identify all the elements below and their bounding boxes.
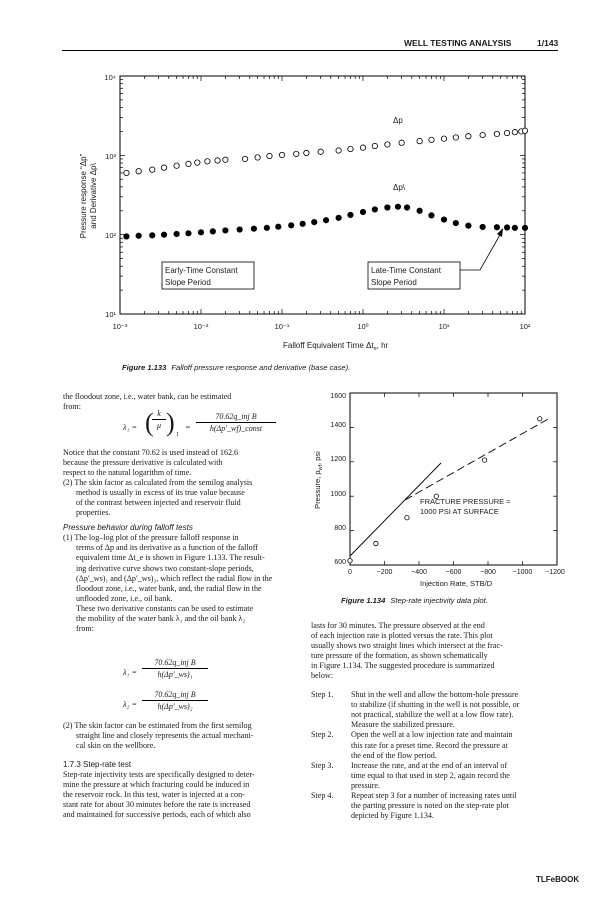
left-column-2 [63,448,296,634]
injectivity-point [538,417,542,421]
fig134-y-tick-labels [330,393,346,566]
derivative-point [441,217,446,222]
fig134-ticks [350,393,557,565]
fracture-annotation-line2: 1000 PSI AT SURFACE [420,507,499,516]
left-column [63,392,296,412]
x-tick-label: −400 [411,569,427,576]
box-late-line2: Slope Period [371,278,417,287]
equation-lambda1-lhs: λ₁ = [123,423,137,432]
y-tick-label: 10⁴ [104,73,116,82]
injectivity-point [482,458,486,462]
derivative-point [480,224,485,229]
derivative-point [323,218,328,223]
x-tick-label: 10¹ [438,322,450,331]
step-item: Step 3. Increase the rate, and at the end of an interval of time equal to that used in step 2, again record the pressure. [311,760,510,790]
y-tick-label: 1200 [330,456,346,463]
pressure-point [429,137,434,142]
label-dp-derivative: Δp\ [393,183,406,192]
injectivity-point [348,559,352,563]
pressure-point [417,138,422,143]
derivative-point [360,209,365,214]
pressure-point [136,169,141,174]
step-item: Step 2. Open the well at a low injection rate and maintain this rate for a preset time. Record the pressure at the end of the flow period. [311,730,513,760]
x-tick-label: −800 [480,569,496,576]
pressure-point [441,136,446,141]
label-dp: Δp [393,116,403,125]
para-floodout: the floodout zone, i.e., water bank, can be estimated from: [63,392,232,412]
derivative-point [300,221,305,226]
x-tick-label: 10⁰ [357,322,369,331]
box-late-line1: Late-Time Constant [371,266,441,275]
pressure-point [174,163,179,168]
pressure-point [267,153,272,158]
injectivity-point [405,516,409,520]
fig134-line-fracture [405,418,550,500]
derivative-point [237,227,242,232]
derivative-point [417,208,422,213]
para-skin-2: (2) The skin factor can be estimated from the first semilog straight line and closely represents the actual mechani- cal skin on the wellbore. [63,721,254,751]
derivative-point [186,231,191,236]
equation-lambda1-lhs-b: λ₁ = [123,668,137,677]
caption-text: Falloff pressure response and derivative (base case). [171,363,351,372]
page-number: 1/143 [537,38,559,48]
caption-text: Step-rate injectivity data plot. [390,596,488,605]
pressure-point [205,159,210,164]
pressure-point [304,150,309,155]
derivative-point [136,233,141,238]
pressure-point [385,142,390,147]
pressure-point [336,148,341,153]
derivative-point [453,220,458,225]
y-tick-label: 1000 [330,491,346,498]
pressure-point [504,130,509,135]
pressure-point [348,146,353,151]
equals-sign: = [185,423,191,432]
derivative-point [198,230,203,235]
para-skin-1: (2) The skin factor as calculated from the semilog analysis method is usually in excess of its true value because of the contrast between injected and reservoir fluid properties. [63,478,253,518]
step-item: Step 4. Repeat step 3 for a number of increasing rates until the parting pressure is noted on the step-rate plot depicted by Figure 1.134. [311,790,517,820]
frac-eq1: 70.62q_inj B h(Δp′_wf)_const [196,412,276,433]
derivative-point [512,225,517,230]
box-early-line1: Early-Time Constant [165,266,238,275]
x-tick-label: −600 [445,569,462,576]
step-item: Step 1. Shut in the well and allow the bottom-hole pressure to stabilize (if shutting in the well is not possible, or not practical, stabilize the well at a low flow rate). Measure the stabilized pressure. [311,690,520,730]
equation-lambda2-lhs: λ₂ = [123,700,137,709]
x-tick-label: 0 [348,569,352,576]
y-tick-label: 1600 [330,393,346,400]
box-early-line2: Slope Period [165,278,211,287]
y-tick-label: 10³ [105,152,116,161]
derivative-point [312,219,317,224]
sub-1: 1 [176,432,179,438]
fig134-x-axis-label: Injection Rate, STB/D [420,579,493,588]
frac-eq3: 70.62q_inj B h(Δp′_ws)₂ [142,690,208,711]
derivative-point [223,228,228,233]
y-tick-label: 10¹ [105,310,116,319]
running-header-title: WELL TESTING ANALYSIS [404,38,512,48]
pressure-point [494,131,499,136]
fig134-plot-frame [350,393,557,565]
derivative-point [174,231,179,236]
para-loglog: (1) The log–log plot of the pressure falloff response in terms of Δp and its derivative as a function of the falloff equivalent time Δt_e is shown in Figure 1.133. The result- ing derivative curve shows two constant-slope periods, (Δp′_ws)₁ and (Δp′_ws)₂, which reflect the radial flow in the floodout zone, i.e., water bank, and, the radial flow in the unflooded zone, i.e., oil bank. These two derivative constants can be used to estimate the mobility of the water bank λ₁ and the oil bank λ₂ from: [63,533,273,633]
caption-number: Figure 1.134 [341,596,386,605]
derivative-point [348,212,353,217]
y-tick-label: 1400 [330,422,346,429]
pressure-point [360,145,365,150]
pressure-point [215,158,220,163]
pressure-point [512,129,517,134]
footer-mark: TLFeBOOK [536,875,580,884]
derivative-point [336,215,341,220]
heading-pressure-behavior: Pressure behavior during falloff tests [63,523,193,533]
derivative-point [372,207,377,212]
figure-1-134-caption [341,596,488,605]
figure-1-133-caption [122,363,350,372]
pressure-point [186,161,191,166]
derivative-point [466,223,471,228]
derivative-point [161,232,166,237]
derivative-point [385,205,390,210]
figure-1-133 [0,0,604,360]
fig133-x-tick-labels [113,322,531,331]
right-column [311,621,558,821]
pressure-point [399,140,404,145]
pressure-point [279,152,284,157]
derivative-point [276,224,281,229]
frac-eq2: 70.62q_inj B h(Δp′_ws)₁ [142,658,208,679]
fig134-x-tick-labels [348,569,565,576]
derivative-point [494,225,499,230]
derivative-point [251,226,256,231]
derivative-point [210,229,215,234]
derivative-point [264,225,269,230]
derivative-point [395,204,400,209]
figure-1-134 [300,380,590,620]
fig134-y-axis-label: Pressure, $p_{wf}$, psi [313,451,324,509]
x-tick-label: −1000 [512,569,533,576]
pressure-point [195,160,200,165]
pressure-point [161,165,166,170]
derivative-point [504,225,509,230]
pressure-point [223,157,228,162]
derivative-point [429,213,434,218]
pressure-point [255,155,260,160]
derivative-point [404,205,409,210]
x-tick-label: −1200 [545,569,565,576]
fig133-y-tick-labels [104,73,116,319]
y-tick-label: 10² [105,231,116,240]
pressure-point [242,156,247,161]
fig133-y-axis-label-line1: Pressure response “Δp” [79,153,88,239]
y-tick-label: 800 [334,525,346,532]
pressure-point [318,149,323,154]
paren-left: ( [145,408,154,437]
y-tick-label: 600 [334,559,346,566]
derivative-point [522,225,527,230]
fig133-y-axis-label-line2: and Derivative Δp\ [89,163,98,229]
fig133-x-axis-label: Falloff Equivalent Time $\Delta t_e$, hr [283,341,389,352]
pressure-point [150,167,155,172]
fig133-data-points [124,128,528,239]
derivative-point [150,233,155,238]
pressure-point [372,143,377,148]
fracture-annotation-line1: FRACTURE PRESSURE ≈ [420,497,511,506]
x-tick-label: 10⁻³ [112,322,128,331]
left-column-3 [63,721,296,820]
x-tick-label: 10⁻² [193,322,209,331]
derivative-point [289,223,294,228]
para-step-rate: Step-rate injectivity tests are specifically designed to deter- mine the pressure at which fracturing could be induced in the reservoir rock. In this test, water is injected at a con- stant rate for about 30 minutes before the rate is increased and maintained for successive periods, each of which also [63,770,255,820]
derivative-point [124,234,129,239]
x-tick-label: −200 [376,569,393,576]
pressure-point [466,134,471,139]
x-tick-label: 10⁻¹ [274,322,290,331]
x-tick-label: 10² [519,322,531,331]
injectivity-point [374,541,378,545]
pressure-point [124,170,129,175]
para-step-rate-cont: lasts for 30 minutes. The pressure observed at the end of each injection rate is plotted versus the rate. This plot usually shows two straight lines which intersect at the frac- ture pressure of the formation, as shown schematically in Figure 1.134. The suggested procedure is summarized below: [311,621,503,681]
caption-number: Figure 1.133 [122,363,167,372]
frac-k-mu: k μ [152,409,166,430]
pressure-point [522,128,527,133]
para-notice: Notice that the constant 70.62 is used instead of 162.6 because the pressure derivative is calculated with respect to the natural logarithm of time. [63,448,239,478]
heading-step-rate: 1.7.3 Step-rate test [63,760,132,770]
pressure-point [480,132,485,137]
pressure-point [453,135,458,140]
pressure-point [294,151,299,156]
paren-right: ) [166,408,175,437]
late-arrow-line [460,233,501,270]
